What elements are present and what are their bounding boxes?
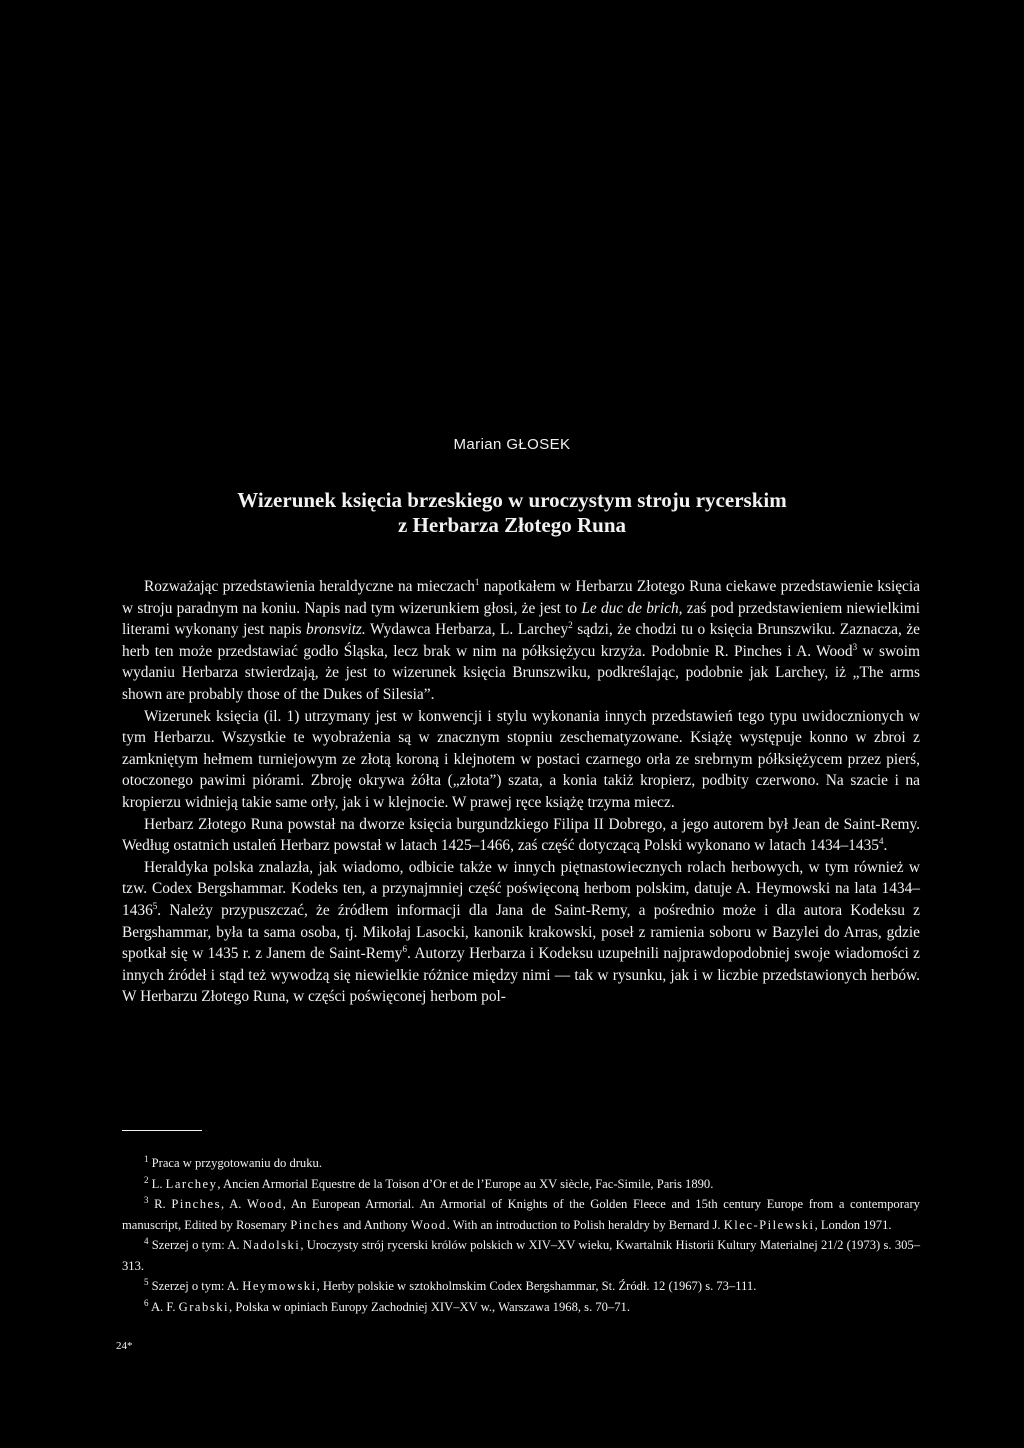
spaced-name: Wood — [410, 1217, 447, 1232]
paragraph — [122, 706, 920, 814]
footnote — [122, 1174, 920, 1195]
title-line-2: z Herbarza Złotego Runa — [397, 513, 627, 537]
footnote — [122, 1194, 920, 1235]
footnote-text: , Herby polskie w sztokholmskim Codex Bergshammar, St. Źródł. 12 (1967) s. 73–111. — [316, 1279, 757, 1293]
footnote-ref: 1 — [474, 576, 480, 587]
footnote-text: Szerzej o tym: A. — [148, 1279, 243, 1293]
paragraph-text: . — [883, 837, 888, 855]
paragraph — [122, 814, 920, 857]
footnote — [122, 1235, 920, 1276]
footnote-ref: 4 — [144, 1235, 149, 1246]
body-text — [122, 576, 920, 1008]
paragraph-text: Wydawca Herbarza, L. Larchey — [365, 621, 569, 639]
author-name: Marian GŁOSEK — [453, 436, 571, 453]
paragraph-text: w swoim wydaniu Herbarza stwierdzają, że jest to wizerunek księcia Brunszwiku, podkreślając, podobnie jak Larchey, iż „The arms shown are probably those of the Dukes of Silesia”. — [122, 642, 920, 703]
paragraph-text: . Należy przypuszczać, że źródłem informacji dla Jana de Saint-Remy, a pośrednio może i dla autora Kodeksu z Bergshammar, była ta sama osoba, tj. Mikołaj Lasocki, kanonik krakowski, poseł z ramienia soboru w Bazylei do Arras, gdzie spotkał się w 1435 r. z Janem de Saint-Remy — [122, 901, 920, 963]
paragraph-text: Wizerunek księcia (il. 1) utrzymany jest w konwencji i stylu wykonania innych przedstawień tego typu uwidocznionych w tym Herbarzu. Wszystkie te wyobrażenia są w znacznym stopniu zeschematyzowane. Książę występuje konno w zbroi z zamkniętym hełmem turniejowym ze złotą koroną i klejnotem w postaci czarnego orła ze srebrnym półksiężycem przez pierś, otoczonego pawimi piórami. Zbroję okrywa żółta („złota”) szata, a konia takiż kropierz, podbity czerwono. Na szacie i na kropierzu widnieją takie same orły, jak i w klejnocie. W prawej ręce książę trzyma miecz. — [122, 707, 920, 811]
footnote-text: A. F. — [148, 1299, 179, 1314]
footnote — [122, 1276, 920, 1297]
footnote-ref: 2 — [568, 620, 573, 631]
footnote-text: Praca w przygotowaniu do druku. — [148, 1156, 322, 1170]
title-line-1: Wizerunek księcia brzeskiego w uroczystym stroju rycerskim — [237, 488, 787, 512]
page-number: 24* — [116, 1340, 133, 1352]
footnote-text: , Polska w opiniach Europy Zachodniej XIV–XV w., Warszawa 1968, s. 70–71. — [229, 1299, 630, 1314]
spaced-name: Heymowski — [242, 1279, 317, 1293]
italic-text: Le duc de brich, — [581, 599, 683, 617]
footnote-ref: 6 — [402, 943, 407, 954]
paragraph-text: Heraldyka polska znalazła, jak wiadomo, odbicie także w innych piętnastowiecznych rolach herbowych, w tym również w tzw. Codex Bergshammar. Kodeks ten, a przynajmniej część poświęconą herbom polskim, datuje A. Heymowski na lata 1434–1436 — [122, 858, 920, 919]
spaced-name: Pinches — [290, 1217, 340, 1232]
footnote-text: and Anthony — [339, 1217, 411, 1232]
paragraph-text: napotkałem w Herbarzu Złotego Runa ciekawe przedstawienie księcia w stroju paradnym na koniu. Napis nad tym wizerunkiem głosi, że jest to — [122, 578, 920, 617]
footnote-text: L. — [148, 1176, 166, 1191]
spaced-name: Wood — [246, 1197, 283, 1211]
footnote-text: , A. — [221, 1197, 247, 1211]
footnote-text: . With an introduction to Polish heraldry by Bernard J. — [446, 1217, 724, 1232]
footnote-ref: 5 — [152, 900, 158, 911]
paragraph — [122, 857, 920, 1008]
paragraph-text: Rozważając przedstawienia heraldyczne na mieczach — [144, 578, 475, 595]
footnote-text: , Uroczysty strój rycerski królów polskich w XIV–XV wieku, Kwartalnik Historii Kultury Materialnej 21/2 (1973) s. 305–313. — [122, 1238, 921, 1273]
footnote-text: Szerzej o tym: A. — [148, 1238, 243, 1252]
footnote-ref: 3 — [144, 1194, 149, 1205]
spaced-name: Larchey — [165, 1176, 218, 1191]
footnote-ref: 4 — [878, 836, 884, 846]
spaced-name: Nadolski — [242, 1238, 301, 1252]
italic-text: bronsvitz. — [306, 621, 366, 639]
footnote-ref: 1 — [144, 1153, 149, 1164]
footnote-ref: 3 — [852, 641, 858, 652]
article-title — [150, 488, 874, 538]
spaced-name: Grabski — [178, 1299, 230, 1314]
spaced-name: Klec-Pilewski — [723, 1217, 815, 1232]
footnote-ref: 5 — [144, 1276, 149, 1287]
footnotes — [122, 1153, 920, 1317]
footnote-text: R. — [148, 1197, 172, 1211]
footnote-text: , Ancien Armorial Equestre de la Toison d’Or et de l’Europe au XV siècle, Fac-Simile, Paris 1890. — [217, 1176, 714, 1191]
paragraph — [122, 576, 920, 706]
paragraph-text: sądzi, że chodzi tu o księcia Brunszwiku. Zaznacza, że herb ten może przedstawiać godło Śląska, lecz brak w nim na półksiężycu krzyża. Podobnie R. Pinches i A. Wood — [122, 621, 921, 660]
footnote-text: , An European Armorial. An Armorial of Knights of the Golden Fleece and 15th century Europe from a contemporary manuscript, Edited by Rosemary — [122, 1197, 920, 1232]
paragraph-text: Herbarz Złotego Runa powstał na dworze księcia burgundzkiego Filipa II Dobrego, a jego autorem był Jean de Saint-Remy. Według ostatnich ustaleń Herbarz powstał w latach 1425–1466, zaś część dotyczącą Polski wykonano w latach 1434–1435 — [122, 815, 920, 855]
paragraph-text: zaś pod przedstawieniem niewielkimi literami wykonany jest napis — [122, 599, 920, 639]
footnote-divider — [122, 1130, 202, 1131]
footnote-ref: 2 — [144, 1174, 149, 1185]
spaced-name: Pinches — [171, 1197, 222, 1211]
footnote — [122, 1297, 920, 1318]
footnote-text: , London 1971. — [814, 1217, 892, 1232]
paragraph-text: . Autorzy Herbarza i Kodeksu uzupełnili najprawdopodobniej swoje wiadomości z innych źródeł i stąd też wywodzą się niewielkie różnice między nimi — tak w rysunku, jak i w liczbie przedstawionych herbów. W Herbarzu Złotego Runa, w części poświęconej herbom pol- — [122, 945, 920, 1006]
footnote — [122, 1153, 920, 1174]
footnote-ref: 6 — [144, 1297, 149, 1308]
